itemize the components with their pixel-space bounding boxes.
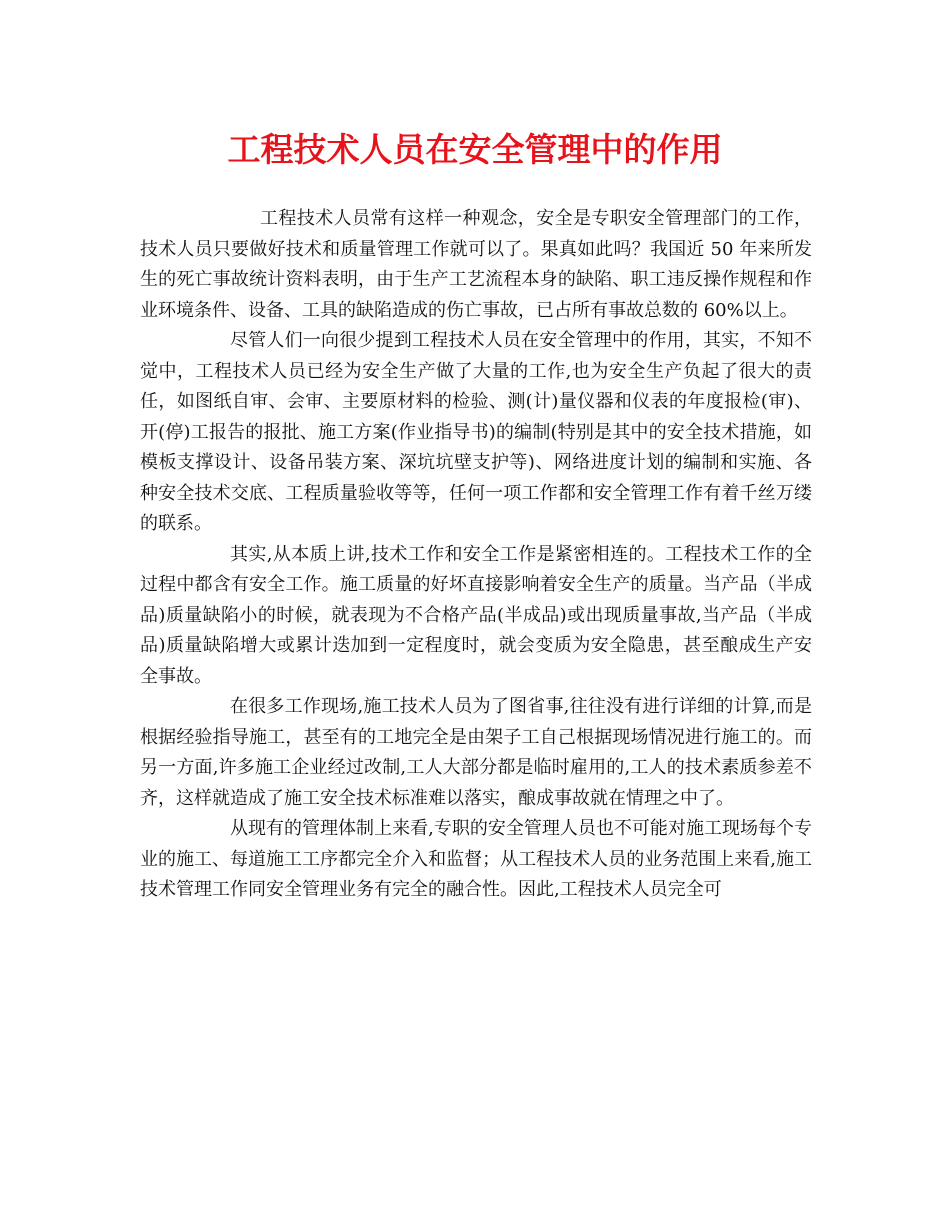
paragraph-1: 工程技术人员常有这样一种观念，安全是专职安全管理部门的工作，技术人员只要做好技术和质量管理工作就可以了。果真如此吗？我国近 50 年来所发生的死亡事故统计资料表明，由于生产工艺流程本身的缺陷、职工违反操作规程和作业环境条件、设备、工具的缺陷造成的伤亡事故，已占所有事故总数的 60%以上。 <box>140 208 812 321</box>
document-title: 工程技术人员在安全管理中的作用 <box>227 130 723 169</box>
paragraph-4: 在很多工作现场,施工技术人员为了图省事,往往没有进行详细的计算,而是根据经验指导施工，甚至有的工地完全是由架子工自己根据现场情况进行施工的。而另一方面,许多施工企业经过改制,工人大部分都是临时雇用的,工人的技术素质参差不齐，这样就造成了施工安全技术标准难以落实，酿成事故就在情理之中了。 <box>140 696 812 809</box>
paragraph-2: 尽管人们一向很少提到工程技术人员在安全管理中的作用，其实，不知不觉中，工程技术人员已经为安全生产做了大量的工作,也为安全生产负起了很大的责任，如图纸自审、会审、主要原材料的检验、测(计)量仪器和仪表的年度报检(审)、开(停)工报告的报批、施工方案(作业指导书)的编制(特别是其中的安全技术措施，如模板支撑设计、设备吊装方案、深坑坑壁支护等)、网络进度计划的编制和实施、各种安全技术交底、工程质量验收等等，任何一项工作都和安全管理工作有着千丝万缕的联系。 <box>140 330 812 534</box>
document-body <box>140 204 812 906</box>
paragraph-5: 从现有的管理体制上来看,专职的安全管理人员也不可能对施工现场每个专业的施工、每道施工工序都完全介入和监督；从工程技术人员的业务范围上来看,施工技术管理工作同安全管理业务有完全的融合性。因此,工程技术人员完全可 <box>140 818 812 900</box>
paragraph-3: 其实,从本质上讲,技术工作和安全工作是紧密相连的。工程技术工作的全过程中都含有安全工作。施工质量的好坏直接影响着安全生产的质量。当产品（半成品)质量缺陷小的时候，就表现为不合格产品(半成品)或出现质量事故,当产品（半成品)质量缺陷增大或累计迭加到一定程度时，就会变质为安全隐患，甚至酿成生产安全事故。 <box>140 543 812 687</box>
